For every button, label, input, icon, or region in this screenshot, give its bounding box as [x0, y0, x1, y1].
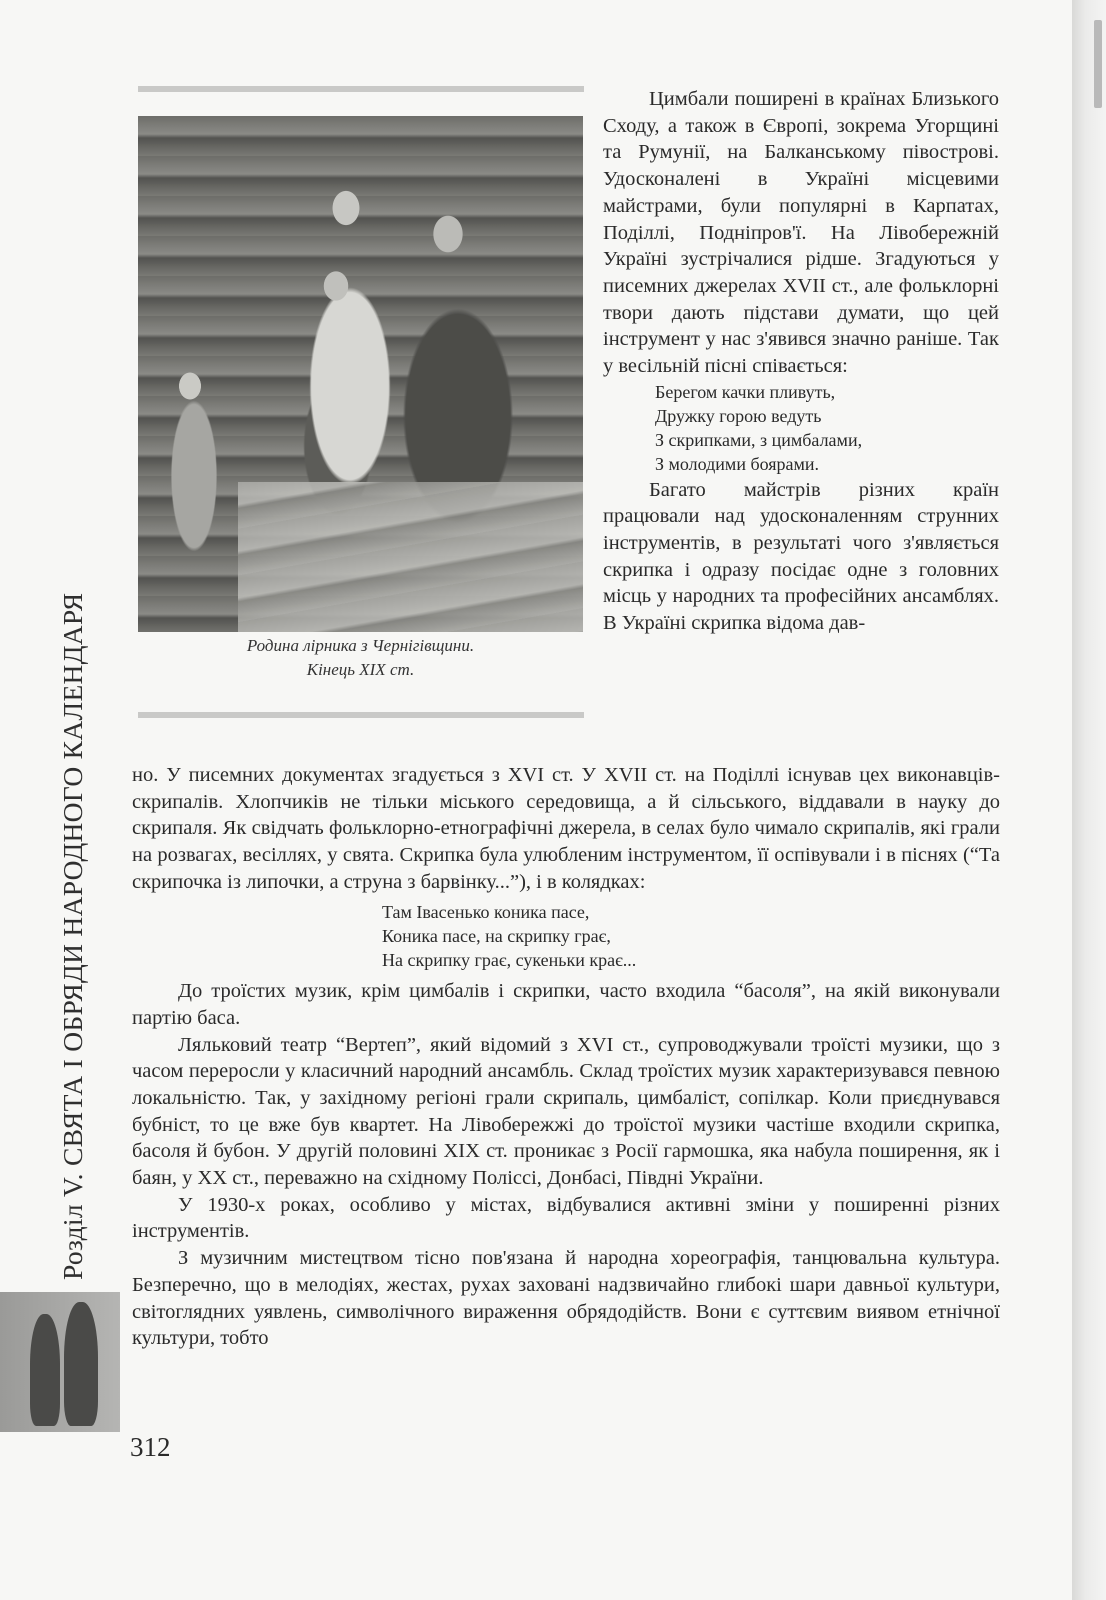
verse-line: Там Івасенько коника пасе, — [382, 901, 590, 922]
photo-bottom-rule — [138, 712, 584, 718]
family-photo — [138, 116, 583, 632]
paragraph: Ляльковий театр “Вертеп”, який відомий з XVI ст., супроводжували троїсті музики, що з часом переросли у класичний народний ансамбль. Склад троїстих музик характеризувався певною локальністю. Так, у західному регіоні грали скрипаль, цимбаліст, сопілкар. Коли приєднувався бубніст, то це вже був квартет. На Лівобережжі до троїстої музики частіше входили скрипка, басоля й бубон. У другій половині XIX ст. проникає з Росії гармошка, яка набула поширення, як і баян, у XX ст., переважно на східному Поліссі, Донбасі, Півдні України. — [132, 1033, 1000, 1190]
right-column-text — [603, 86, 999, 637]
photo-porch-steps — [238, 482, 583, 632]
verse-line: Дружку горою ведуть — [655, 405, 822, 426]
page-number: 312 — [130, 1432, 171, 1462]
verse-line: З молодими боярами. — [655, 454, 820, 475]
page-edge-mark — [1094, 20, 1102, 108]
figure-silhouette — [64, 1302, 98, 1426]
paragraph: У 1930-х роках, особливо у містах, відбувалися активні зміни у поширенні різних інструментів. — [132, 1193, 1000, 1243]
section-sidebar-title: Розділ V. СВЯТА І ОБРЯДИ НАРОДНОГО КАЛЕНДАРЯ — [57, 592, 88, 1280]
full-width-text — [132, 762, 1000, 1352]
page-gutter-shadow — [1072, 0, 1106, 1600]
verse-line: Берегом качки пливуть, — [655, 381, 836, 402]
caption-line-1: Родина лірника з Чернігівщини. — [246, 636, 475, 655]
verse-line: Коника пасе, на скрипку грає, — [382, 925, 611, 946]
figure-silhouette — [30, 1314, 60, 1426]
photo-top-rule — [138, 86, 584, 92]
verse-line: На скрипку грає, сукеньки крає... — [382, 949, 637, 970]
wedding-song-verse — [655, 380, 999, 477]
sidebar-figures-illustration — [0, 1292, 120, 1432]
paragraph: З музичним мистецтвом тісно пов'язана й народна хореографія, танцювальна культура. Безперечно, що в мелодіях, жестах, рухах заховані надзвичайно глибокі шари давньої культури, світоглядних уявлень, символічного вираження обрядодійств. Вони є суттєвим виявом етнічної культури, тобто — [132, 1247, 1000, 1350]
paragraph: но. У писемних документах згадується з XVI ст. У XVII ст. на Поділлі існував цех виконавців-скрипалів. Хлопчиків не тільки міського середовища, а й сільського, віддавали в науку до скрипаля. Як свідчать фольклорно-етнографічні джерела, в селах було чимало скрипалів, які грали на розвагах, весіллях, у свята. Скрипка була улюбленим інструментом, її оспівували і в піснях (“Та скрипочка із липочки, а струна з барвінку...”), і в колядках: — [132, 764, 1000, 893]
paragraph: Багато майстрів різних країн працювали над удосконаленням струнних інструментів, в результаті чого з'являється скрипка і одразу посідає одне з головних місць у народних та професійних ансамблях. В Україні скрипка відома дав- — [603, 478, 999, 635]
photo-caption — [138, 634, 583, 682]
carol-verse — [382, 900, 1000, 973]
paragraph: До троїстих музик, крім цимбалів і скрипки, часто входила “басоля”, на якій виконували партію баса. — [132, 980, 1000, 1029]
paragraph: Цимбали поширені в країнах Близького Сходу, а також в Європі, зокрема Угорщині та Румунії, на Балканському півострові. Удосконалені в Україні місцевими майстрами, були популярні в Карпатах, Поділлі, Подніпров'ї. На Лівобережній Україні зустрічалися рідше. Згадуються у писемних джерелах XVII ст., але фольклорні твори дають підстави думати, що цей інструмент у нас з'явився значно раніше. Так у весільній пісні співається: — [603, 88, 999, 378]
verse-line: З скрипками, з цимбалами, — [655, 430, 863, 451]
caption-line-2: Кінець XIX ст. — [306, 660, 415, 679]
